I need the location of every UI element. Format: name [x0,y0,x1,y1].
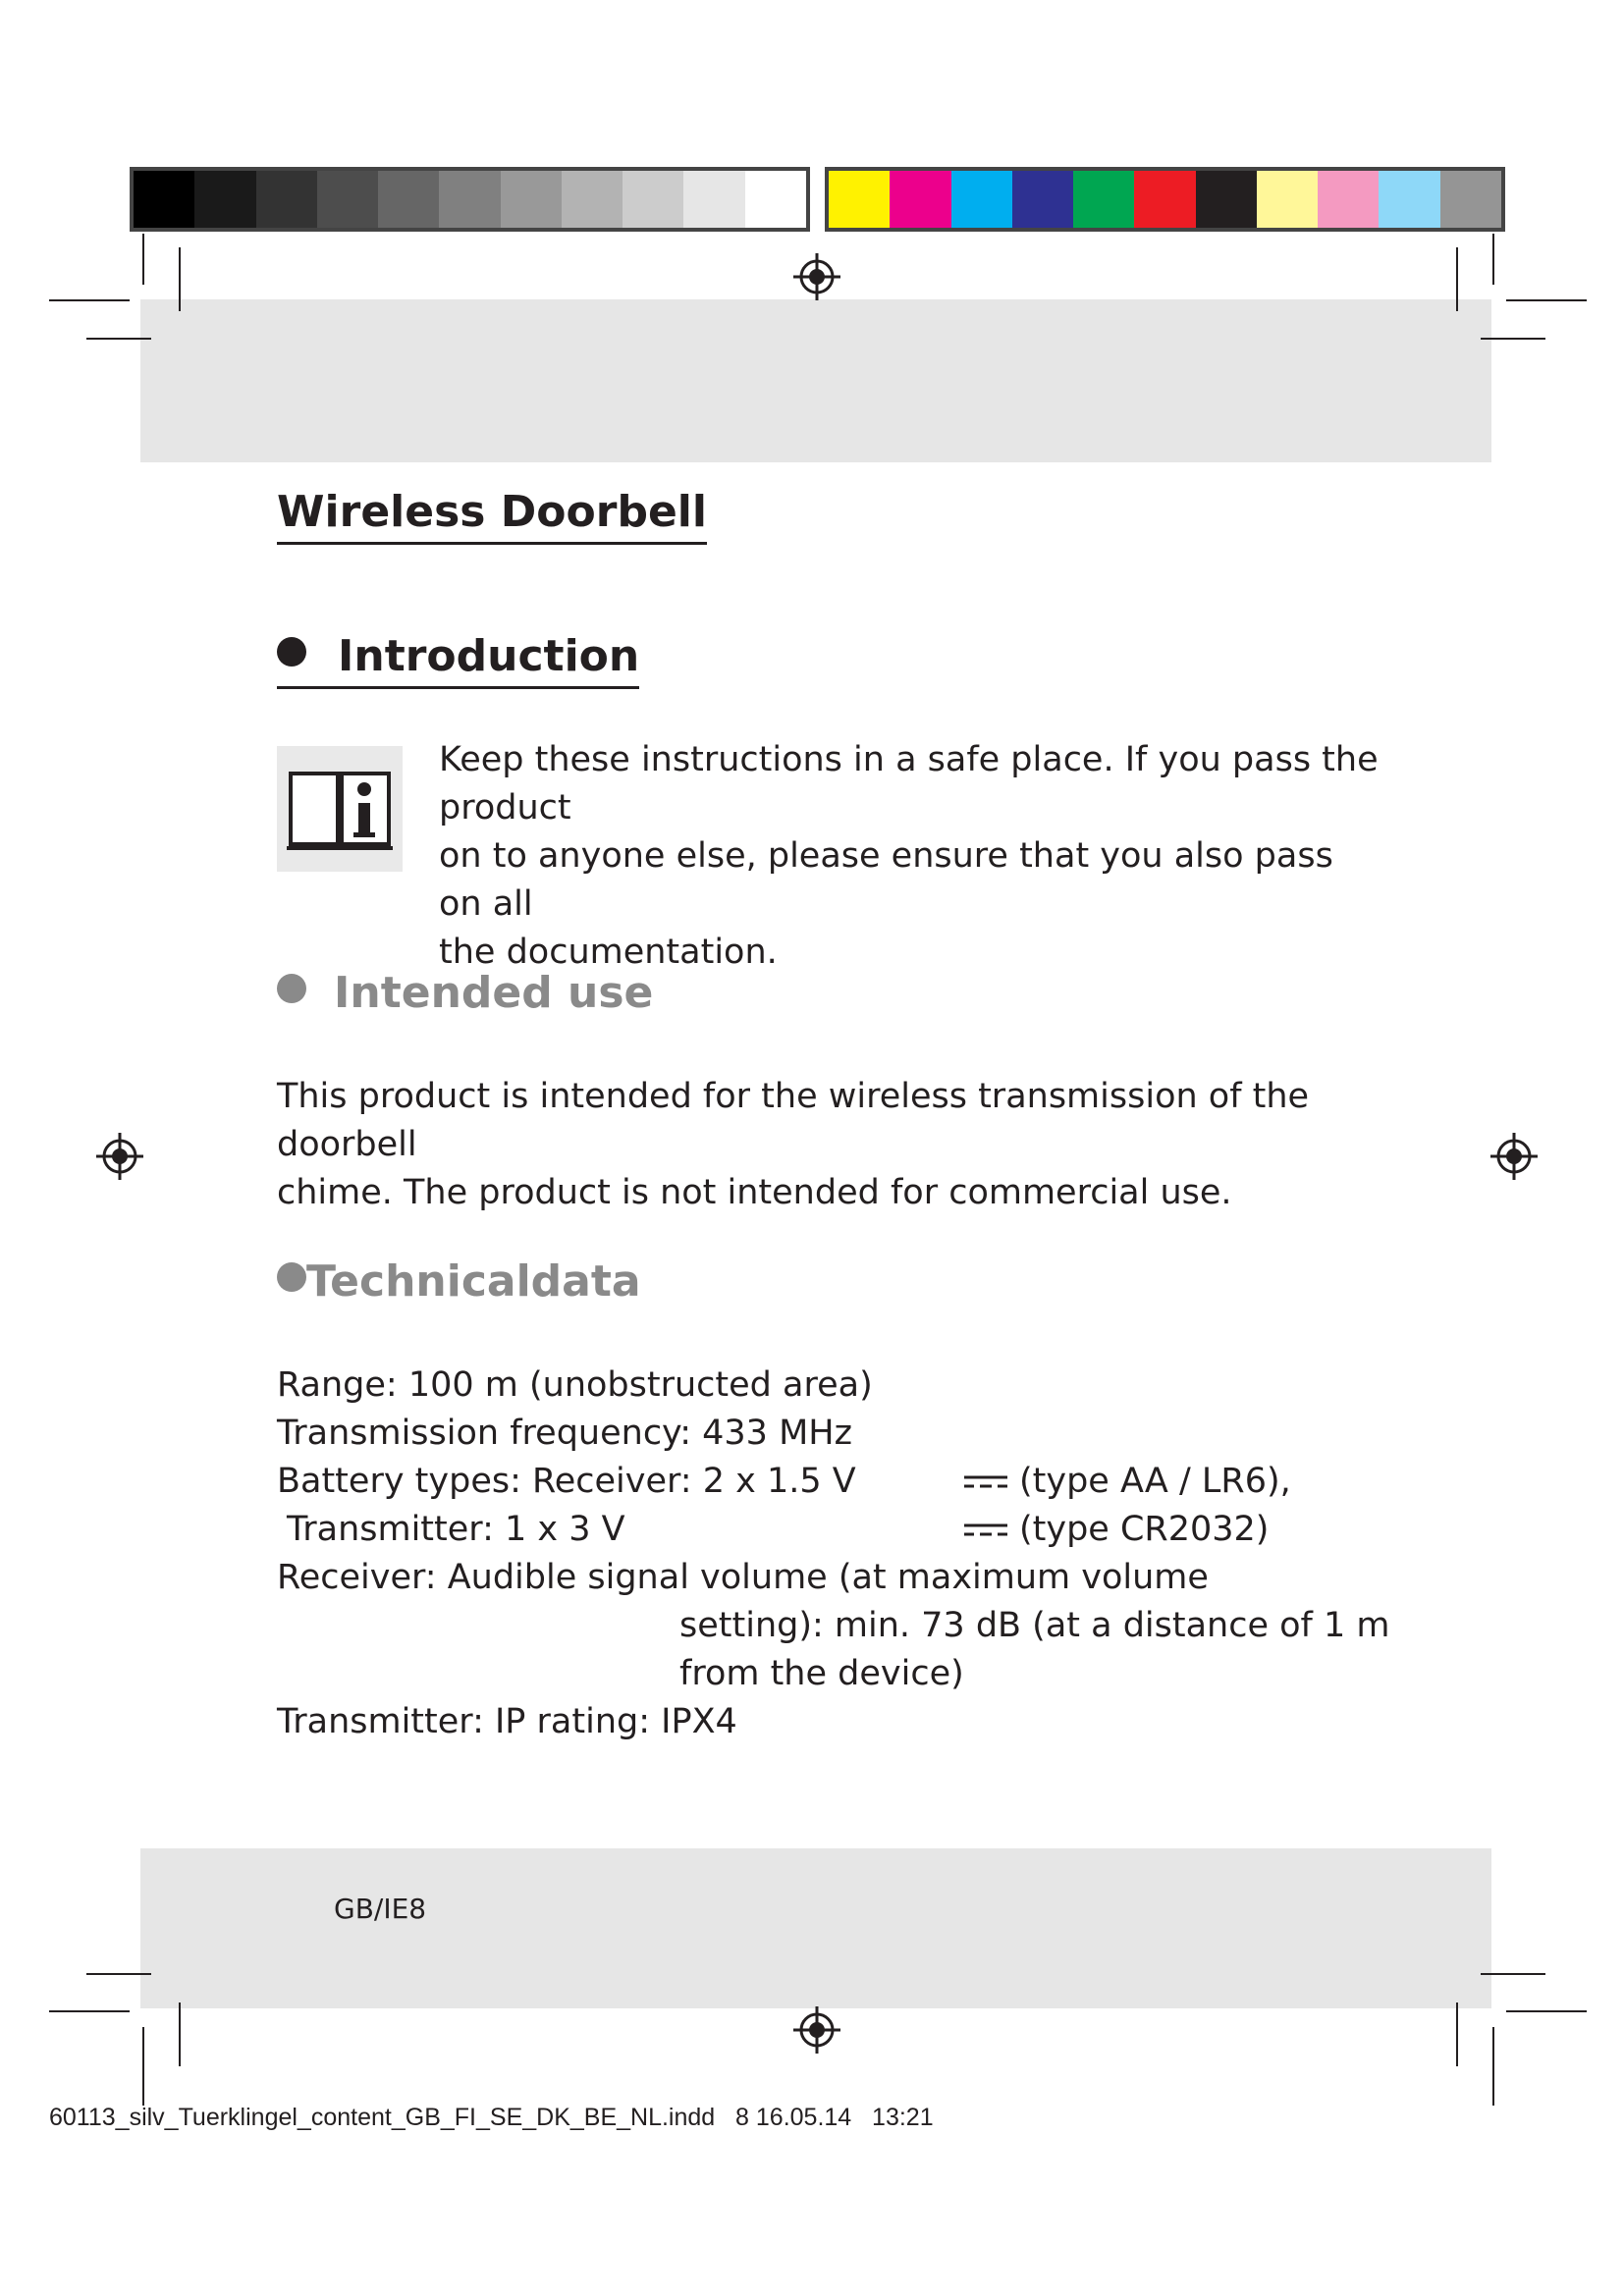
color-swatch [1073,171,1134,228]
color-swatch [134,171,194,228]
tech-transmitter: Transmitter: IP rating: IPX4 [277,1702,737,1741]
registration-mark-icon [791,251,842,302]
tech-battery-transmitter: Transmitter: 1 x 3 V [287,1510,625,1549]
battery-receiver-type-text: (type AA / LR6), [1019,1462,1291,1501]
crop-mark [49,299,130,301]
color-swatch [1318,171,1379,228]
intended-use-heading-text: Intended use [334,968,654,1018]
bullet-icon [277,1262,306,1292]
color-swatch [1257,171,1318,228]
color-swatch [683,171,744,228]
crop-mark [49,2010,130,2012]
process-color-bar [825,167,1505,232]
text-line: on to anyone else, please ensure that you also pass on all [439,836,1333,924]
section-heading-intended-use [277,970,653,1017]
tech-battery-transmitter-type [962,1506,1269,1554]
crop-mark [1492,234,1494,285]
direct-current-icon [962,1521,1009,1540]
crop-mark [1481,338,1545,340]
tech-frequency: Transmission frequency: 433 MHz [277,1414,852,1453]
color-swatch [1012,171,1073,228]
registration-mark-icon [1489,1131,1540,1182]
text-line: chime. The product is not intended for commercial use. [277,1173,1232,1212]
technical-data-heading-text: Technicaldata [306,1256,641,1307]
text-line: Keep these instructions in a safe place. If you pass the product [439,740,1379,828]
battery-transmitter-type-text: (type CR2032) [1019,1510,1270,1549]
color-swatch [623,171,683,228]
crop-mark [86,1973,151,1975]
text-line: This product is intended for the wireless transmission of the doorbell [277,1077,1310,1164]
info-manual-icon [277,746,403,872]
introduction-heading-text: Introduction [338,631,640,681]
crop-mark [1506,2010,1587,2012]
tech-battery-receiver-type [962,1458,1291,1506]
direct-current-icon [962,1472,1009,1492]
color-swatch [256,171,317,228]
color-swatch [829,171,890,228]
color-swatch [1134,171,1195,228]
section-heading-technical-data [277,1258,641,1306]
tech-receiver-line2: setting): min. 73 dB (at a distance of 1 m [679,1606,1390,1645]
color-swatch [439,171,500,228]
color-swatch [378,171,439,228]
crop-mark [1456,2002,1458,2066]
color-swatch [1440,171,1501,228]
crop-mark [179,247,181,311]
color-swatch [890,171,950,228]
tech-battery-receiver: Battery types: Receiver: 2 x 1.5 V [277,1462,856,1501]
color-swatch [501,171,562,228]
crop-mark [142,234,144,285]
header-band [140,299,1491,462]
bullet-icon [277,637,306,667]
intended-use-paragraph [277,1073,1357,1217]
tech-range: Range: 100 m (unobstructed area) [277,1365,873,1405]
color-swatch [745,171,806,228]
color-swatch [1196,171,1257,228]
color-swatch [951,171,1012,228]
text-line: the documentation. [439,933,778,972]
color-swatch [1379,171,1439,228]
page-number: GB/IE8 [334,1893,427,1925]
document-title: Wireless Doorbell [277,489,707,545]
registration-mark-icon [791,2004,842,2056]
grayscale-color-bar [130,167,810,232]
section-heading-introduction [277,633,639,689]
color-swatch [317,171,378,228]
crop-mark [1506,299,1587,301]
crop-mark [86,338,151,340]
crop-mark [179,2002,181,2066]
crop-mark [1481,1973,1545,1975]
introduction-paragraph [439,736,1381,977]
crop-mark [1492,2027,1494,2106]
print-slug: 60113_silv_Tuerklingel_content_GB_FI_SE_DK_BE_NL.indd 8 16.05.14 13:21 [49,2104,934,2131]
crop-mark [1456,247,1458,311]
registration-mark-icon [94,1131,145,1182]
tech-receiver: Receiver: Audible signal volume (at maximum volume [277,1558,1209,1597]
bullet-icon [277,974,306,1003]
tech-receiver-line3: from the device) [679,1654,964,1693]
color-swatch [562,171,623,228]
color-swatch [194,171,255,228]
footer-band [140,1848,1491,2008]
crop-mark [142,2027,144,2106]
